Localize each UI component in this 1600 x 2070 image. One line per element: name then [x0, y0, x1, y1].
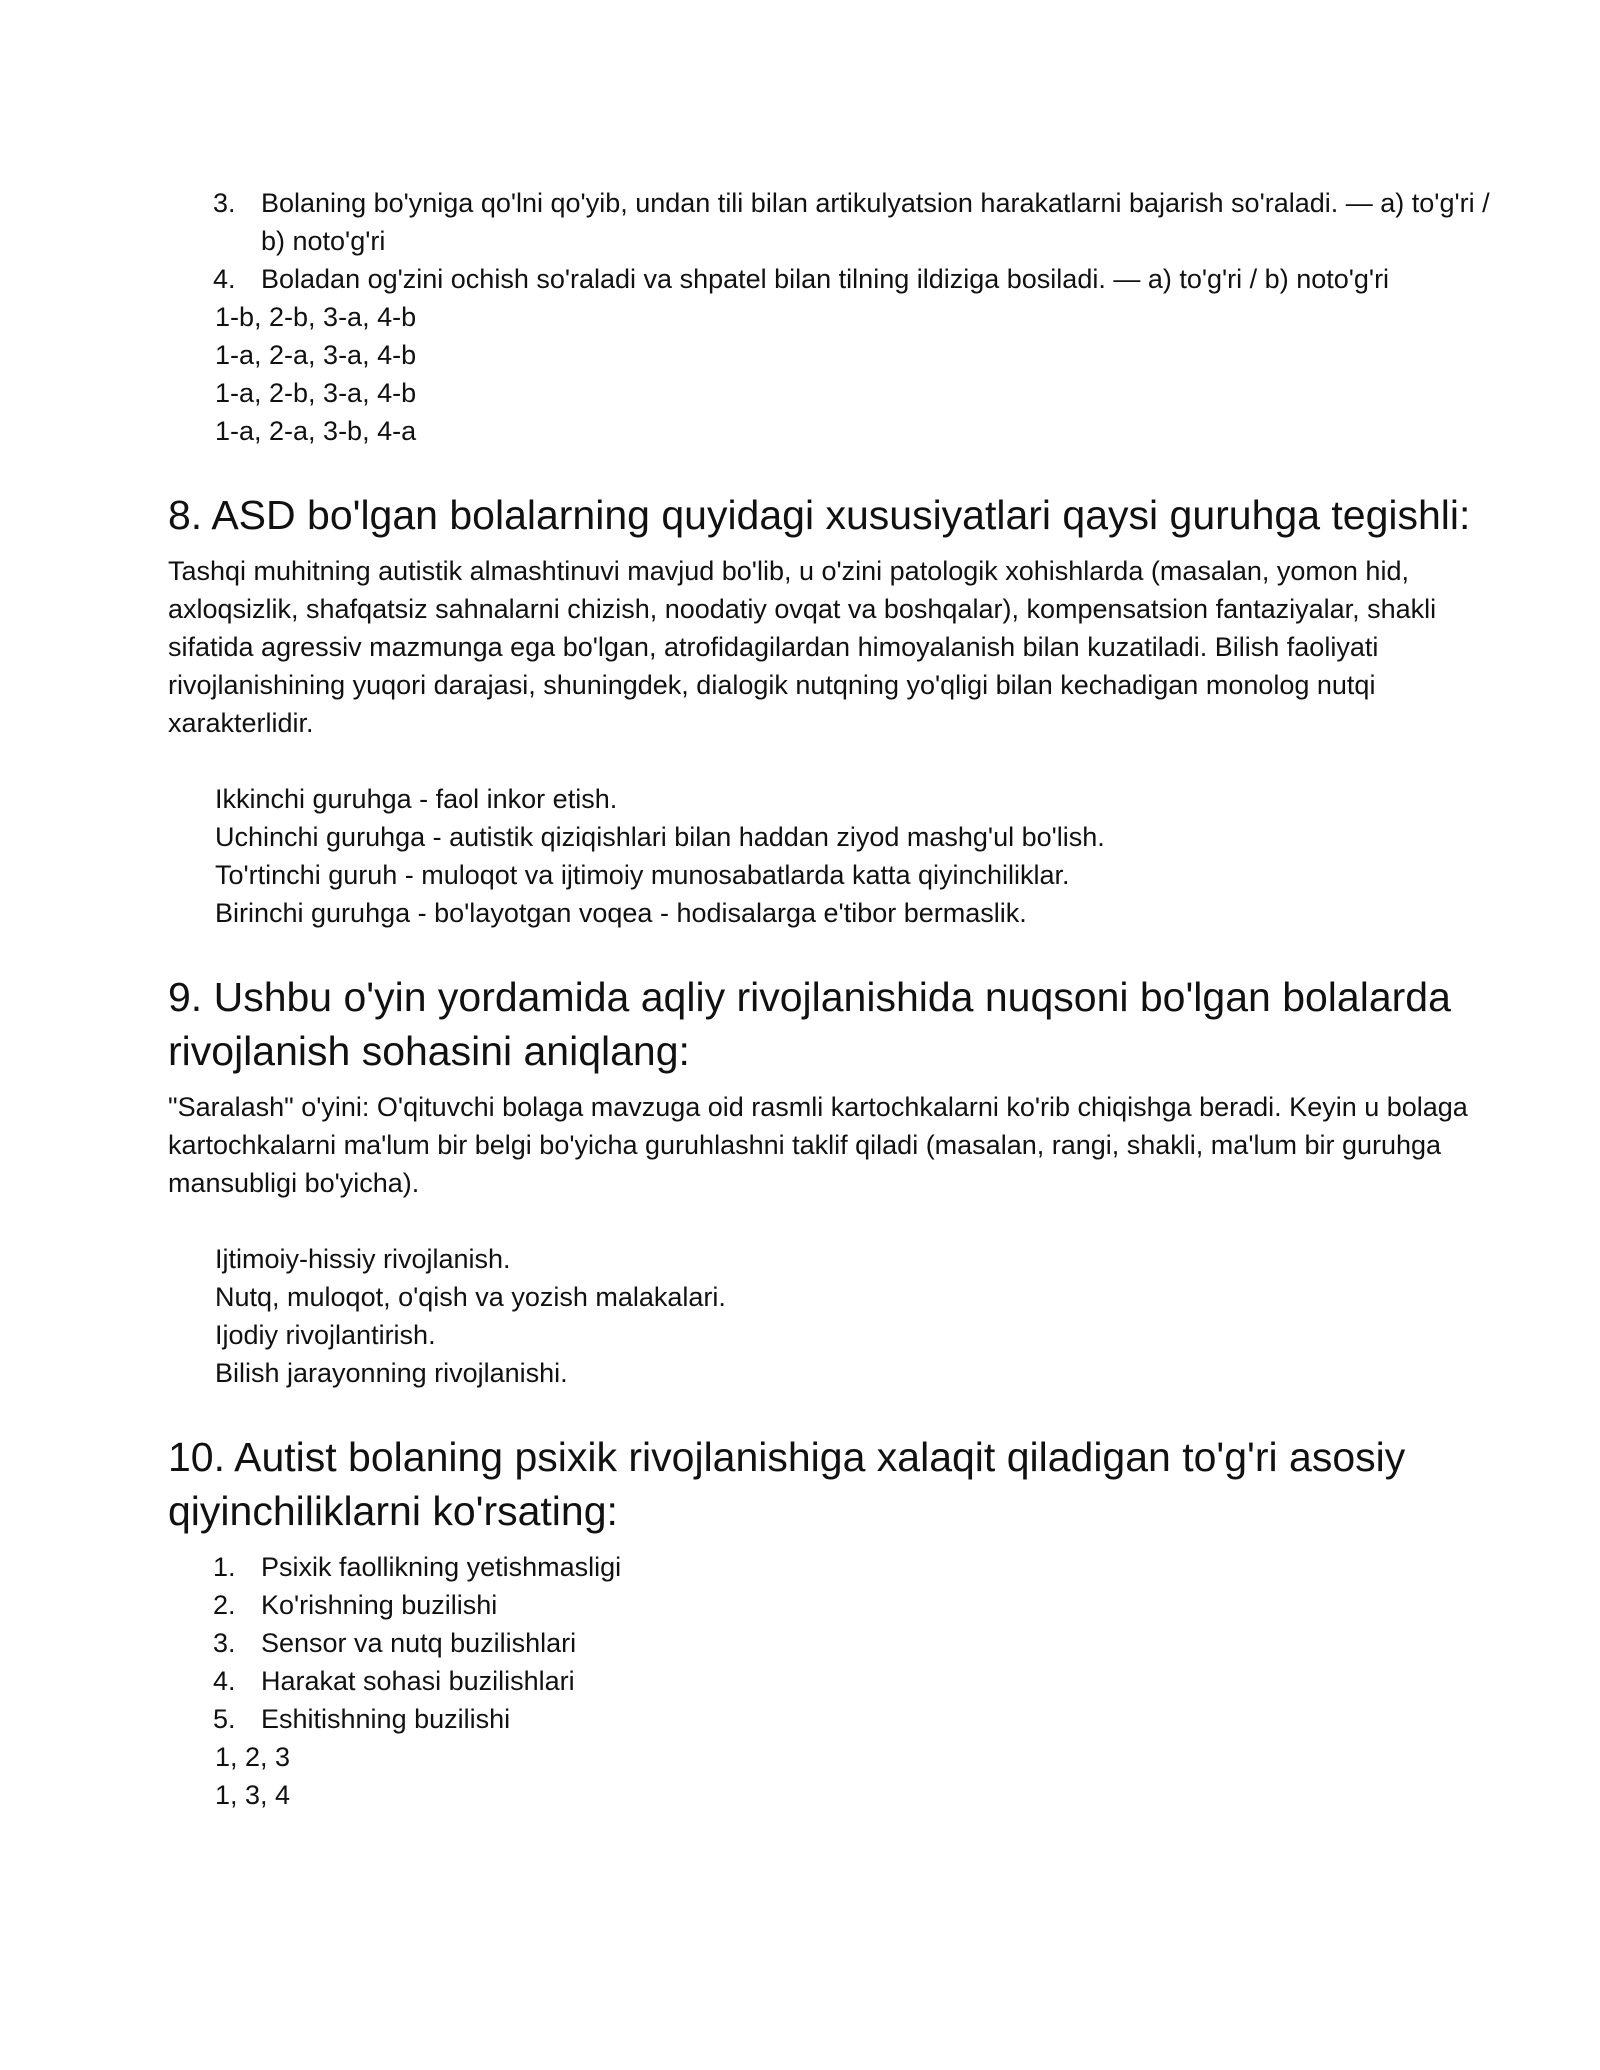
statement-list: [168, 1548, 1498, 1738]
answer-option: Bilish jarayonning rivojlanishi.: [215, 1358, 568, 1388]
question-7-tail: [168, 184, 1498, 450]
statement-number: 3.: [213, 1628, 236, 1658]
statement-item: [168, 1700, 1498, 1738]
statement-number: 4.: [213, 1666, 236, 1696]
question-heading: 8. ASD bo'lgan bolalarning quyidagi xususiyatlari qaysi guruhga tegishli:: [168, 492, 1471, 538]
statement-text: Bolaning bo'yniga qo'lni qo'yib, undan tili bilan artikulyatsion harakatlarni bajarish so'raladi. — a) to'g'ri / b) noto'g'ri: [261, 188, 1490, 256]
statement-item: [168, 184, 1498, 260]
question-body: Tashqi muhitning autistik almashtinuvi mavjud bo'lib, u o'zini patologik xohishlarda (masalan, yomon hid, axloqsizlik, shafqatsiz sahnalarni chizish, noodatiy ovqat va boshqalar), kompensatsion fantaziyalar, shakli sifatida agressiv mazmunga ega bo'lgan, atrofidagilardan himoyalanish bilan kuzatiladi. Bilish faoliyati rivojlanishining yuqori darajasi, shuningdek, dialogik nutqning yo'qligi bilan kechadigan monolog nutqi xarakterlidir.: [168, 556, 1437, 738]
statement-item: [168, 1548, 1498, 1586]
statement-number: 1.: [213, 1552, 236, 1582]
answer-option: Uchinchi guruhga - autistik qiziqishlari bilan haddan ziyod mashg'ul bo'lish.: [215, 822, 1105, 852]
statement-text: Ko'rishning buzilishi: [261, 1590, 498, 1620]
question-8: [168, 488, 1498, 932]
statement-text: Boladan og'zini ochish so'raladi va shpatel bilan tilning ildiziga bosiladi. — a) to'g'ri / b) noto'g'ri: [261, 264, 1390, 294]
statement-number: 3.: [213, 188, 236, 218]
question-heading: 10. Autist bolaning psixik rivojlanishiga xalaqit qiladigan to'g'ri asosiy qiyinchiliklarni ko'rsating:: [168, 1434, 1406, 1534]
question-9: [168, 970, 1498, 1392]
statement-text: Eshitishning buzilishi: [261, 1704, 511, 1734]
statement-text: Psixik faollikning yetishmasligi: [261, 1552, 622, 1582]
answer-option: Ijodiy rivojlantirish.: [215, 1320, 436, 1350]
answer-option: Nutq, muloqot, o'qish va yozish malakalari.: [215, 1282, 726, 1312]
statement-item: [168, 1586, 1498, 1624]
statement-text: Sensor va nutq buzilishlari: [261, 1628, 577, 1658]
answer-option: 1-b, 2-b, 3-a, 4-b: [215, 302, 417, 332]
question-body: "Saralash" o'yini: O'qituvchi bolaga mavzuga oid rasmli kartochkalarni ko'rib chiqishga beradi. Keyin u bolaga kartochkalarni ma'lum bir belgi bo'yicha guruhlashni taklif qiladi (masalan, rangi, shakli, ma'lum bir guruhga mansubligi bo'yicha).: [168, 1092, 1468, 1198]
statement-item: [168, 1662, 1498, 1700]
statement-item: [168, 260, 1498, 298]
answer-option: 1-a, 2-a, 3-b, 4-a: [215, 416, 417, 446]
statement-text: Harakat sohasi buzilishlari: [261, 1666, 575, 1696]
answer-option: 1, 2, 3: [215, 1742, 291, 1772]
answer-option: Ijtimoiy-hissiy rivojlanish.: [215, 1244, 511, 1274]
statement-number: 4.: [213, 264, 236, 294]
answer-option: Birinchi guruhga - bo'layotgan voqea - hodisalarga e'tibor bermaslik.: [215, 898, 1027, 928]
statement-number: 5.: [213, 1704, 236, 1734]
answer-options: [168, 1240, 1498, 1392]
document-content: [168, 184, 1498, 1814]
answer-option: 1-a, 2-a, 3-a, 4-b: [215, 340, 417, 370]
answer-option: Ikkinchi guruhga - faol inkor etish.: [215, 784, 618, 814]
question-10: [168, 1430, 1498, 1814]
answer-option: To'rtinchi guruh - muloqot va ijtimoiy munosabatlarda katta qiyinchiliklar.: [215, 860, 1070, 890]
statement-item: [168, 1624, 1498, 1662]
statement-number: 2.: [213, 1590, 236, 1620]
answer-options: [168, 780, 1498, 932]
answer-option: 1, 3, 4: [215, 1780, 291, 1810]
question-heading: 9. Ushbu o'yin yordamida aqliy rivojlanishida nuqsoni bo'lgan bolalarda rivojlanish sohasini aniqlang:: [168, 974, 1451, 1074]
answer-option: 1-a, 2-b, 3-a, 4-b: [215, 378, 417, 408]
